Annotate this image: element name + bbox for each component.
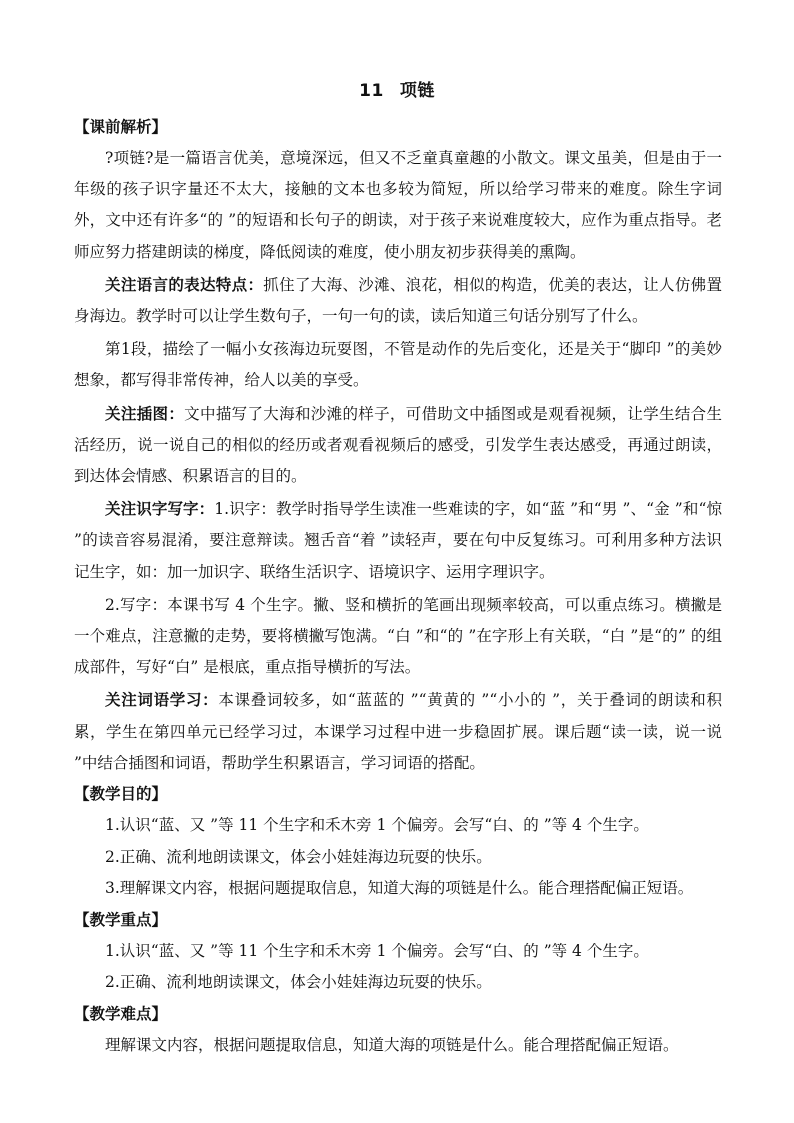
lesson-name: 项链 <box>399 81 435 101</box>
analysis-vocabulary <box>74 685 722 779</box>
lesson-content <box>74 112 722 1061</box>
analysis-illustration <box>74 399 722 493</box>
analysis-intro: ?项链?是一篇语言优美，意境深远，但又不乏童真童趣的小散文。课文虽美，但是由于一年级的孩子识字量还不太大，接触的文本也多较为简短，所以给学习带来的难度。除生字词外，文中还有许多“的 ”的短语和长句子的朗读，对于孩子来说难度较大，应作为重点指导。老师应努力搭建朗读的梯度，降低阅读的难度，使小朋友初步获得美的熏陶。 <box>74 149 722 261</box>
focus-list <box>74 936 722 999</box>
language-lead: 关注语言的表达特点： <box>105 275 264 294</box>
goals-list <box>74 810 722 905</box>
analysis-language <box>74 270 722 332</box>
vocab-text: 本课叠词较多，如“蓝蓝的 ”“黄黄的 ”“小小的 ”，关于叠词的朗读和积累，学生在第四单元已经学习过，本课学习过程中进一步稳固扩展。课后题“读一读，说一说 ”中结合插图和词语，帮助学生积累语言，学习词语的搭配。 <box>74 691 722 772</box>
lesson-title <box>0 76 794 101</box>
goal-item: 2.正确、流利地朗读课文，体会小娃娃海边玩耍的快乐。 <box>105 847 492 866</box>
heading-teaching-goals: 【教学目的】 <box>74 785 168 804</box>
vocab-lead: 关注词语学习： <box>105 691 219 710</box>
literacy-text: 1.识字：教学时指导学生读准一些难读的字，如“蓝 ”和“男 ”、“金 ”和“惊 ”的读音容易混淆，要注意辩读。翘舌音“着 ”读轻声，要在句中反复练习。可利用多种方法识记生字，如：加一加识字、联络生活识字、语境识字、运用字理识字。 <box>74 500 722 581</box>
difficulty-list <box>74 1030 722 1062</box>
language-text: 抓住了大海、沙滩、浪花，相似的构造，优美的表达，让人仿佛置身海边。教学时可以让学生数句子，一句一句的读，读后知道三句话分别写了什么。 <box>74 275 722 326</box>
illustration-lead: 关注插图： <box>105 404 185 423</box>
heading-pre-analysis: 【课前解析】 <box>74 118 168 136</box>
heading-teaching-difficulty: 【教学难点】 <box>74 1004 168 1023</box>
difficulty-item: 理解课文内容，根据问题提取信息，知道大海的项链是什么。能合理搭配偏正短语。 <box>105 1035 679 1054</box>
analysis-writing: 2.写字：本课书写 4 个生字。撇、竖和横折的笔画出现频率较高，可以重点练习。横撇是一个难点，注意撇的走势，要将横撇写饱满。“白 ”和“的 ”在字形上有关联，“白 ”是“的” 的组成部件，写好“白” 是根底，重点指导横折的写法。 <box>74 595 722 677</box>
goal-item: 1.认识“蓝、又 ”等 11 个生字和禾木旁 1 个偏旁。会写“白、的 ”等 4 个生字。 <box>105 816 649 835</box>
focus-item: 2.正确、流利地朗读课文，体会小娃娃海边玩耍的快乐。 <box>105 973 492 992</box>
analysis-paragraph1: 第1段，描绘了一幅小女孩海边玩耍图，不管是动作的先后变化，还是关于“脚印 ”的美妙想象，都写得非常传神，给人以美的享受。 <box>74 340 722 390</box>
focus-item: 1.认识“蓝、又 ”等 11 个生字和禾木旁 1 个偏旁。会写“白、的 ”等 4 个生字。 <box>105 941 649 960</box>
literacy-lead: 关注识字写字： <box>105 500 215 519</box>
lesson-number: 11 <box>359 81 384 101</box>
illustration-text: 文中描写了大海和沙滩的样子，可借助文中插图或是观看视频，让学生结合生活经历，说一说自己的相似的经历或者观看视频后的感受，引发学生表达感受，再通过朗读，到达体会情感、积累语言的目的。 <box>74 404 722 486</box>
analysis-literacy <box>74 494 722 588</box>
goal-item: 3.理解课文内容，根据问题提取信息，知道大海的项链是什么。能合理搭配偏正短语。 <box>105 879 694 898</box>
heading-teaching-focus: 【教学重点】 <box>74 910 168 929</box>
